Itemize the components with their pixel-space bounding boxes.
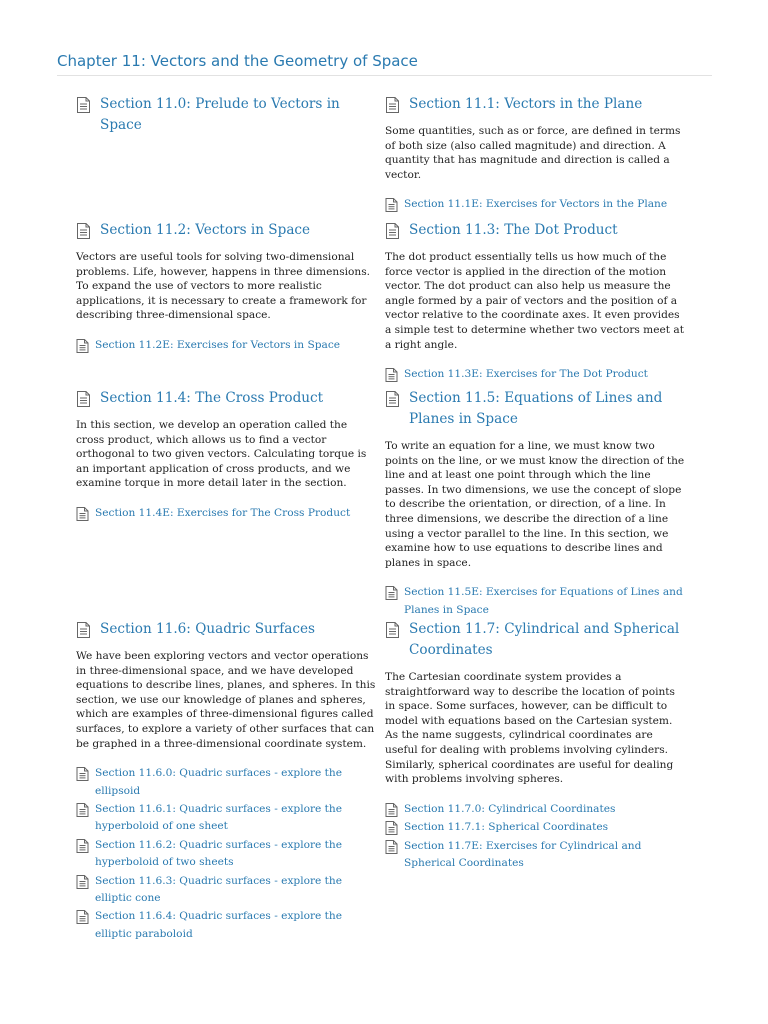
section-card-11-4 (76, 388, 376, 523)
subsection-link[interactable]: Section 11.6.4: Quadric surfaces - explore the elliptic paraboloid (76, 908, 376, 943)
document-icon (76, 391, 91, 407)
subsection-link[interactable]: Section 11.6.2: Quadric surfaces - explore the hyperboloid of two sheets (76, 837, 376, 872)
document-icon (385, 223, 400, 239)
section-link-11-4[interactable] (76, 388, 376, 409)
section-link-11-0[interactable] (76, 94, 376, 136)
section-card-11-6 (76, 619, 376, 944)
document-icon (385, 622, 400, 638)
section-description: Some quantities, such as or force, are defined in terms of both size (also called magnitude) and direction. A quantity that has magnitude and direction is called a vector. (385, 125, 681, 181)
section-link-11-5[interactable] (385, 388, 685, 430)
document-icon (385, 391, 400, 407)
section-description: In this section, we develop an operation called the cross product, which allows us to find a vector orthogonal to two given vectors. Calculating torque is an important application of cross products, and we examine torque in more detail later in the section. (76, 419, 367, 490)
section-card-11-5 (385, 388, 685, 620)
subsection-list (76, 765, 376, 943)
document-icon (76, 767, 89, 781)
section-description: To write an equation for a line, we must know two points on the line, or we must know the direction of the line and at least one point through which the line passes. In two dimensions, we use the concept of slope to describe the orientation, or direction, of a line. In three dimensions, we describe the direction of a line using a vector parallel to the line. In this section, we examine how to use equations to describe lines and planes in space. (385, 440, 685, 569)
section-description: We have been exploring vectors and vector operations in three-dimensional space, and we have developed equations to describe lines, planes, and spheres. In this section, we use our knowledge of planes and spheres, which are examples of three-dimensional figures called surfaces, to explore a variety of other surfaces that can be graphed in a three-dimensional coordinate system. (76, 650, 376, 750)
subsection-link[interactable]: Section 11.2E: Exercises for Vectors in Space (76, 337, 376, 354)
subsection-link[interactable]: Section 11.3E: Exercises for The Dot Product (385, 366, 685, 383)
subsection-link[interactable]: Section 11.6.1: Quadric surfaces - explore the hyperboloid of one sheet (76, 801, 376, 836)
section-card-11-1 (385, 94, 685, 215)
section-title: Section 11.7: Cylindrical and Spherical Coordinates (409, 621, 680, 658)
subsection-list (385, 801, 685, 873)
subsection-link[interactable]: Section 11.6.0: Quadric surfaces - explore the ellipsoid (76, 765, 376, 800)
document-icon (385, 368, 398, 382)
section-link-11-7[interactable] (385, 619, 685, 661)
document-icon (76, 875, 89, 889)
section-title: Section 11.4: The Cross Product (100, 390, 324, 406)
chapter-divider (57, 75, 712, 76)
section-card-11-7 (385, 619, 685, 873)
section-card-11-2 (76, 220, 376, 355)
subsection-list (385, 196, 685, 213)
section-title: Section 11.0: Prelude to Vectors in Space (100, 96, 340, 133)
subsection-link[interactable]: Section 11.4E: Exercises for The Cross Product (76, 505, 376, 522)
section-title: Section 11.3: The Dot Product (409, 222, 618, 238)
document-icon (76, 910, 89, 924)
section-link-11-6[interactable] (76, 619, 376, 640)
document-icon (385, 803, 398, 817)
section-title: Section 11.2: Vectors in Space (100, 222, 311, 238)
section-title: Section 11.5: Equations of Lines and Planes in Space (409, 390, 663, 427)
section-description: The Cartesian coordinate system provides a straightforward way to describe the location of points in space. Some surfaces, however, can be difficult to model with equations based on the Cartesian system. As the name suggests, cylindrical coordinates are useful for dealing with problems involving cylinders. Similarly, spherical coordinates are useful for dealing with problems involving spheres. (385, 671, 675, 786)
subsection-list (76, 505, 376, 522)
document-icon (76, 507, 89, 521)
document-icon (76, 97, 91, 113)
section-description: The dot product essentially tells us how much of the force vector is applied in the direction of the motion vector. The dot product can also help us measure the angle formed by a pair of vectors and the position of a vector relative to the coordinate axes. It even provides a simple test to determine whether two vectors meet at a right angle. (385, 251, 684, 351)
document-icon (385, 198, 398, 212)
subsection-list (385, 366, 685, 383)
section-description: Vectors are useful tools for solving two-dimensional problems. Life, however, happens in three dimensions. To expand the use of vectors to more realistic applications, it is necessary to create a framework for describing three-dimensional space. (76, 251, 371, 322)
section-link-11-1[interactable] (385, 94, 685, 115)
subsection-link[interactable]: Section 11.7E: Exercises for Cylindrical and Spherical Coordinates (385, 838, 685, 873)
chapter-title: Chapter 11: Vectors and the Geometry of Space (57, 52, 418, 70)
subsection-link[interactable]: Section 11.5E: Exercises for Equations of Lines and Planes in Space (385, 584, 685, 619)
subsection-link[interactable]: Section 11.6.3: Quadric surfaces - explore the elliptic cone (76, 873, 376, 908)
subsection-link[interactable]: Section 11.7.1: Spherical Coordinates (385, 819, 685, 836)
subsection-link[interactable]: Section 11.7.0: Cylindrical Coordinates (385, 801, 685, 818)
document-icon (76, 339, 89, 353)
section-title: Section 11.6: Quadric Surfaces (100, 621, 316, 637)
document-icon (385, 97, 400, 113)
section-link-11-2[interactable] (76, 220, 376, 241)
document-icon (76, 223, 91, 239)
section-link-11-3[interactable] (385, 220, 685, 241)
subsection-list (385, 584, 685, 619)
document-icon (76, 622, 91, 638)
document-icon (76, 803, 89, 817)
document-icon (76, 839, 89, 853)
document-icon (385, 840, 398, 854)
subsection-list (76, 337, 376, 354)
document-icon (385, 821, 398, 835)
subsection-link[interactable]: Section 11.1E: Exercises for Vectors in the Plane (385, 196, 685, 213)
section-card-11-3 (385, 220, 685, 385)
document-icon (385, 586, 398, 600)
section-title: Section 11.1: Vectors in the Plane (409, 96, 643, 112)
section-card-11-0 (76, 94, 376, 136)
